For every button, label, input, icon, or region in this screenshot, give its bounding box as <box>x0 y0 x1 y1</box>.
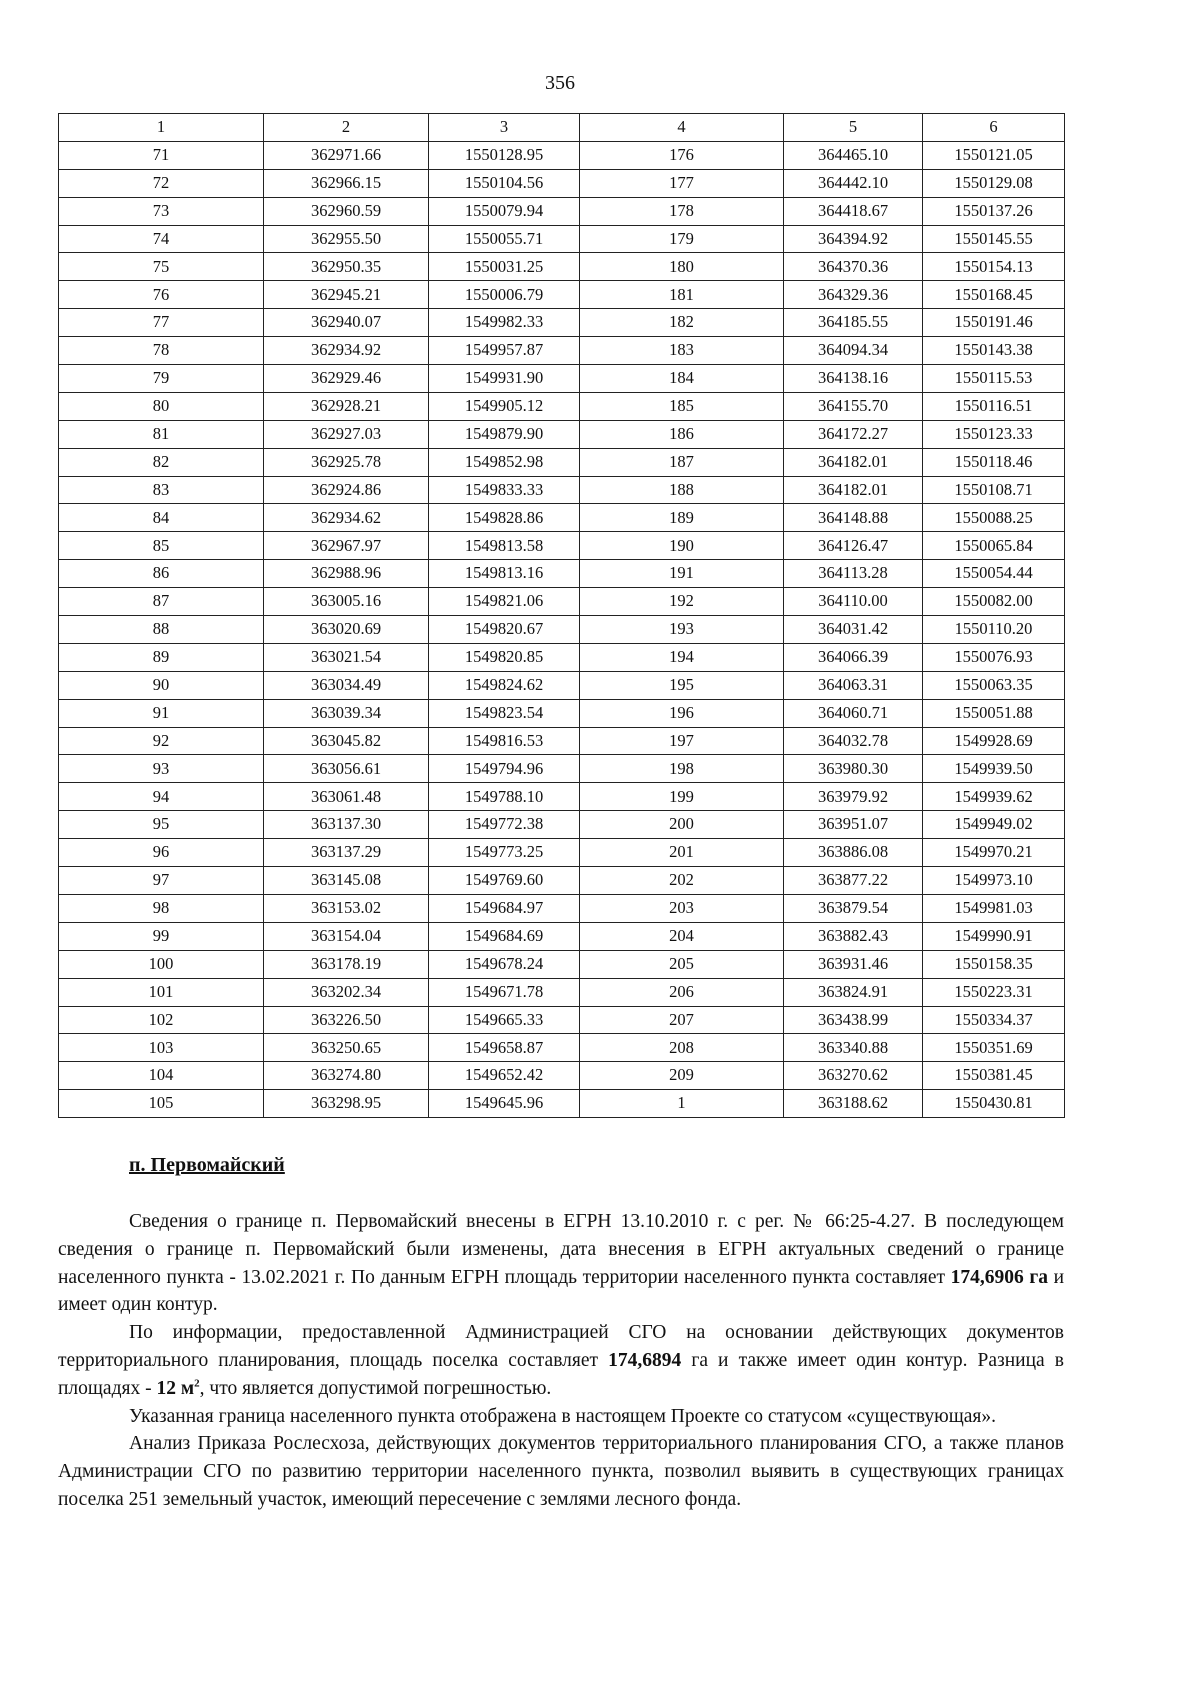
table-cell: 1549813.58 <box>429 532 580 560</box>
table-row <box>59 365 1065 393</box>
table-cell: 1550168.45 <box>923 281 1065 309</box>
table-cell: 362950.35 <box>264 253 429 281</box>
table-cell: 364148.88 <box>784 504 923 532</box>
table-cell: 363056.61 <box>264 755 429 783</box>
table-cell: 1549652.42 <box>429 1062 580 1090</box>
table-cell: 201 <box>580 839 784 867</box>
table-row <box>59 532 1065 560</box>
table-row <box>59 839 1065 867</box>
table-cell: 89 <box>59 643 264 671</box>
table-cell: 96 <box>59 839 264 867</box>
table-row <box>59 225 1065 253</box>
table-cell: 1549828.86 <box>429 504 580 532</box>
table-cell: 362928.21 <box>264 392 429 420</box>
table-row <box>59 755 1065 783</box>
table-cell: 92 <box>59 727 264 755</box>
table-cell: 80 <box>59 392 264 420</box>
table-cell: 363438.99 <box>784 1006 923 1034</box>
table-cell: 1550063.35 <box>923 671 1065 699</box>
table-cell: 206 <box>580 978 784 1006</box>
table-row <box>59 1090 1065 1118</box>
table-cell: 1550137.26 <box>923 197 1065 225</box>
table-cell: 364032.78 <box>784 727 923 755</box>
header-cell: 2 <box>264 114 429 142</box>
table-row <box>59 616 1065 644</box>
table-cell: 187 <box>580 448 784 476</box>
table-cell: 1550031.25 <box>429 253 580 281</box>
table-cell: 363137.29 <box>264 839 429 867</box>
table-cell: 185 <box>580 392 784 420</box>
paragraph-3: Указанная граница населенного пункта отображена в настоящем Проекте со статусом «существующая». <box>129 1405 997 1427</box>
table-cell: 180 <box>580 253 784 281</box>
table-row <box>59 309 1065 337</box>
table-cell: 1549665.33 <box>429 1006 580 1034</box>
table-row <box>59 169 1065 197</box>
table-cell: 1550145.55 <box>923 225 1065 253</box>
table-cell: 1550104.56 <box>429 169 580 197</box>
table-cell: 73 <box>59 197 264 225</box>
table-cell: 363226.50 <box>264 1006 429 1034</box>
table-cell: 363154.04 <box>264 922 429 950</box>
table-cell: 1549939.50 <box>923 755 1065 783</box>
table-cell: 1550006.79 <box>429 281 580 309</box>
table-cell: 72 <box>59 169 264 197</box>
table-cell: 1550116.51 <box>923 392 1065 420</box>
table-cell: 90 <box>59 671 264 699</box>
table-cell: 1549820.67 <box>429 616 580 644</box>
table-cell: 1550123.33 <box>923 420 1065 448</box>
table-cell: 363951.07 <box>784 811 923 839</box>
table-cell: 1550065.84 <box>923 532 1065 560</box>
table-cell: 1549982.33 <box>429 309 580 337</box>
table-row <box>59 643 1065 671</box>
table-cell: 1550051.88 <box>923 699 1065 727</box>
table-cell: 178 <box>580 197 784 225</box>
table-cell: 364066.39 <box>784 643 923 671</box>
table-cell: 363979.92 <box>784 783 923 811</box>
header-cell: 3 <box>429 114 580 142</box>
table-cell: 196 <box>580 699 784 727</box>
table-cell: 363250.65 <box>264 1034 429 1062</box>
table-row <box>59 811 1065 839</box>
table-cell: 1550118.46 <box>923 448 1065 476</box>
table-cell: 1550055.71 <box>429 225 580 253</box>
table-cell: 208 <box>580 1034 784 1062</box>
table-cell: 364465.10 <box>784 141 923 169</box>
table-cell: 1549769.60 <box>429 867 580 895</box>
table-cell: 1549852.98 <box>429 448 580 476</box>
table-cell: 364329.36 <box>784 281 923 309</box>
table-cell: 364113.28 <box>784 560 923 588</box>
table-cell: 364110.00 <box>784 588 923 616</box>
table-cell: 363021.54 <box>264 643 429 671</box>
table-cell: 100 <box>59 950 264 978</box>
table-cell: 1550088.25 <box>923 504 1065 532</box>
table-cell: 189 <box>580 504 784 532</box>
table-cell: 1550110.20 <box>923 616 1065 644</box>
table-cell: 362929.46 <box>264 365 429 393</box>
table-cell: 88 <box>59 616 264 644</box>
table-body <box>59 141 1065 1117</box>
table-cell: 1549658.87 <box>429 1034 580 1062</box>
table-cell: 362934.62 <box>264 504 429 532</box>
paragraph-text: По информации, предоставленной Администрацией СГО на основании действующих документов территориального планирования, площадь поселка составляет <box>58 1322 1064 1371</box>
table-row <box>59 950 1065 978</box>
table-cell: 191 <box>580 560 784 588</box>
table-cell: 199 <box>580 783 784 811</box>
table-cell: 1550054.44 <box>923 560 1065 588</box>
table-cell: 99 <box>59 922 264 950</box>
table-cell: 84 <box>59 504 264 532</box>
table-cell: 1549949.02 <box>923 811 1065 839</box>
table-row <box>59 420 1065 448</box>
table-cell: 363274.80 <box>264 1062 429 1090</box>
table-header-row <box>59 114 1065 142</box>
table-cell: 362960.59 <box>264 197 429 225</box>
table-cell: 364155.70 <box>784 392 923 420</box>
table-cell: 94 <box>59 783 264 811</box>
table-cell: 363882.43 <box>784 922 923 950</box>
table-cell: 188 <box>580 476 784 504</box>
table-cell: 1549671.78 <box>429 978 580 1006</box>
table-cell: 364060.71 <box>784 699 923 727</box>
table-cell: 1549772.38 <box>429 811 580 839</box>
paragraph-text: и имеет один контур. <box>58 1266 1065 1316</box>
table-cell: 363188.62 <box>784 1090 923 1118</box>
table-cell: 83 <box>59 476 264 504</box>
table-cell: 182 <box>580 309 784 337</box>
table-cell: 1550223.31 <box>923 978 1065 1006</box>
table-cell: 1550154.13 <box>923 253 1065 281</box>
table-cell: 103 <box>59 1034 264 1062</box>
table-cell: 71 <box>59 141 264 169</box>
table-cell: 363877.22 <box>784 867 923 895</box>
table-cell: 364182.01 <box>784 476 923 504</box>
table-cell: 1550128.95 <box>429 141 580 169</box>
table-cell: 363137.30 <box>264 811 429 839</box>
table-cell: 1550158.35 <box>923 950 1065 978</box>
table-row <box>59 588 1065 616</box>
table-cell: 363824.91 <box>784 978 923 1006</box>
table-cell: 200 <box>580 811 784 839</box>
table-row <box>59 253 1065 281</box>
table-cell: 363045.82 <box>264 727 429 755</box>
header-cell: 1 <box>59 114 264 142</box>
table-cell: 1549957.87 <box>429 337 580 365</box>
table-row <box>59 783 1065 811</box>
table-cell: 1549931.90 <box>429 365 580 393</box>
page-number: 356 <box>545 72 575 94</box>
table-cell: 1550115.53 <box>923 365 1065 393</box>
table-row <box>59 894 1065 922</box>
table-cell: 1549678.24 <box>429 950 580 978</box>
table-cell: 194 <box>580 643 784 671</box>
coordinates-table <box>58 113 1065 1118</box>
table-cell: 1550079.94 <box>429 197 580 225</box>
table-cell: 363005.16 <box>264 588 429 616</box>
table-cell: 1550381.45 <box>923 1062 1065 1090</box>
table-row <box>59 197 1065 225</box>
table-cell: 1549981.03 <box>923 894 1065 922</box>
table-cell: 195 <box>580 671 784 699</box>
table-cell: 75 <box>59 253 264 281</box>
table-cell: 363931.46 <box>784 950 923 978</box>
table-cell: 98 <box>59 894 264 922</box>
table-cell: 364094.34 <box>784 337 923 365</box>
table-row <box>59 867 1065 895</box>
table-row <box>59 1034 1065 1062</box>
table-cell: 1549820.85 <box>429 643 580 671</box>
table-row <box>59 504 1065 532</box>
table-cell: 363886.08 <box>784 839 923 867</box>
body-text <box>58 1208 1064 1514</box>
table-cell: 362934.92 <box>264 337 429 365</box>
table-cell: 1549794.96 <box>429 755 580 783</box>
table-cell: 176 <box>580 141 784 169</box>
header-cell: 4 <box>580 114 784 142</box>
table-cell: 1549973.10 <box>923 867 1065 895</box>
table-cell: 364185.55 <box>784 309 923 337</box>
table-row <box>59 392 1065 420</box>
area-difference-value: 12 м <box>156 1377 195 1399</box>
area-admin: 174,6894 <box>608 1349 682 1371</box>
table-cell: 1549939.62 <box>923 783 1065 811</box>
table-cell: 81 <box>59 420 264 448</box>
table-cell: 181 <box>580 281 784 309</box>
table-cell: 1549788.10 <box>429 783 580 811</box>
table-cell: 190 <box>580 532 784 560</box>
table-cell: 1549970.21 <box>923 839 1065 867</box>
table-row <box>59 560 1065 588</box>
table-cell: 1549928.69 <box>923 727 1065 755</box>
table-cell: 363020.69 <box>264 616 429 644</box>
table-row <box>59 281 1065 309</box>
table-cell: 364031.42 <box>784 616 923 644</box>
table-cell: 203 <box>580 894 784 922</box>
table-cell: 362924.86 <box>264 476 429 504</box>
table-cell: 362940.07 <box>264 309 429 337</box>
table-cell: 82 <box>59 448 264 476</box>
table-cell: 1549824.62 <box>429 671 580 699</box>
table-cell: 183 <box>580 337 784 365</box>
table-cell: 197 <box>580 727 784 755</box>
table-cell: 364138.16 <box>784 365 923 393</box>
table-cell: 93 <box>59 755 264 783</box>
table-cell: 362945.21 <box>264 281 429 309</box>
table-cell: 1549879.90 <box>429 420 580 448</box>
header-cell: 5 <box>784 114 923 142</box>
table-cell: 186 <box>580 420 784 448</box>
paragraph-text: га и также имеет один контур. Разница в площадях - <box>58 1349 1064 1399</box>
table-cell: 198 <box>580 755 784 783</box>
table-cell: 363153.02 <box>264 894 429 922</box>
table-cell: 204 <box>580 922 784 950</box>
table-cell: 1550082.00 <box>923 588 1065 616</box>
table-cell: 362966.15 <box>264 169 429 197</box>
table-cell: 1549823.54 <box>429 699 580 727</box>
table-cell: 363270.62 <box>784 1062 923 1090</box>
section-heading: п. Первомайский <box>129 1154 285 1176</box>
table-cell: 207 <box>580 1006 784 1034</box>
table-cell: 91 <box>59 699 264 727</box>
table-cell: 1 <box>580 1090 784 1118</box>
table-cell: 1549684.69 <box>429 922 580 950</box>
table-cell: 95 <box>59 811 264 839</box>
table-cell: 105 <box>59 1090 264 1118</box>
table-cell: 1549813.16 <box>429 560 580 588</box>
table-cell: 87 <box>59 588 264 616</box>
paragraph-text: , что является допустимой погрешностью. <box>199 1377 552 1399</box>
table-cell: 76 <box>59 281 264 309</box>
table-cell: 363034.49 <box>264 671 429 699</box>
table-cell: 364063.31 <box>784 671 923 699</box>
table-cell: 363202.34 <box>264 978 429 1006</box>
table-cell: 363980.30 <box>784 755 923 783</box>
paragraph-text: Сведения о границе п. Первомайский внесены в ЕГРН 13.10.2010 г. с рег. № 66:25-4.27. В последующем сведения о границе п. Первомайский были изменены, дата внесения в ЕГРН актуальных сведений о границе населенного пункта - 13.02.2021 г. По данным ЕГРН площадь территории населенного пункта составляет <box>58 1211 1064 1288</box>
table-cell: 1550121.05 <box>923 141 1065 169</box>
table-cell: 78 <box>59 337 264 365</box>
table-cell: 362925.78 <box>264 448 429 476</box>
table-cell: 1550351.69 <box>923 1034 1065 1062</box>
table-cell: 1549990.91 <box>923 922 1065 950</box>
table-cell: 79 <box>59 365 264 393</box>
table-cell: 1550334.37 <box>923 1006 1065 1034</box>
table-cell: 364394.92 <box>784 225 923 253</box>
table-cell: 1549773.25 <box>429 839 580 867</box>
table-cell: 104 <box>59 1062 264 1090</box>
paragraph-2 <box>58 1319 1064 1402</box>
table-cell: 179 <box>580 225 784 253</box>
table-cell: 363178.19 <box>264 950 429 978</box>
table-cell: 364370.36 <box>784 253 923 281</box>
table-row <box>59 727 1065 755</box>
table-row <box>59 476 1065 504</box>
table-cell: 363298.95 <box>264 1090 429 1118</box>
table-cell: 1549684.97 <box>429 894 580 922</box>
area-egrn: 174,6906 га <box>950 1266 1048 1288</box>
table-row <box>59 978 1065 1006</box>
superscript: 2 <box>194 1377 200 1390</box>
area-difference <box>156 1378 199 1399</box>
table-row <box>59 141 1065 169</box>
table-cell: 362927.03 <box>264 420 429 448</box>
table-row <box>59 671 1065 699</box>
table-cell: 1550108.71 <box>923 476 1065 504</box>
table-cell: 362971.66 <box>264 141 429 169</box>
table-cell: 85 <box>59 532 264 560</box>
table-cell: 101 <box>59 978 264 1006</box>
table-cell: 364172.27 <box>784 420 923 448</box>
table-row <box>59 922 1065 950</box>
table-cell: 97 <box>59 867 264 895</box>
table-cell: 74 <box>59 225 264 253</box>
table-row <box>59 1062 1065 1090</box>
table-cell: 202 <box>580 867 784 895</box>
table-cell: 192 <box>580 588 784 616</box>
table-cell: 362988.96 <box>264 560 429 588</box>
table-cell: 205 <box>580 950 784 978</box>
table-cell: 1549816.53 <box>429 727 580 755</box>
table-cell: 364182.01 <box>784 448 923 476</box>
table-cell: 1549645.96 <box>429 1090 580 1118</box>
table-cell: 177 <box>580 169 784 197</box>
table-row <box>59 448 1065 476</box>
table-cell: 364442.10 <box>784 169 923 197</box>
table-cell: 77 <box>59 309 264 337</box>
table-row <box>59 1006 1065 1034</box>
table-cell: 363145.08 <box>264 867 429 895</box>
table-cell: 362955.50 <box>264 225 429 253</box>
paragraph-4: Анализ Приказа Рослесхоза, действующих документов территориального планирования СГО, а также планов Администрации СГО по развитию территории населенного пункта, позволил выявить в существующих границах поселка 251 земельный участок, имеющий пересечение с землями лесного фонда. <box>58 1433 1064 1510</box>
paragraph-1 <box>58 1208 1064 1319</box>
table-row <box>59 337 1065 365</box>
table-cell: 362967.97 <box>264 532 429 560</box>
table-cell: 1550076.93 <box>923 643 1065 671</box>
table-cell: 363879.54 <box>784 894 923 922</box>
table-cell: 363340.88 <box>784 1034 923 1062</box>
table-cell: 1550430.81 <box>923 1090 1065 1118</box>
table-cell: 1550143.38 <box>923 337 1065 365</box>
table-row <box>59 699 1065 727</box>
table-cell: 1549833.33 <box>429 476 580 504</box>
table-cell: 364418.67 <box>784 197 923 225</box>
header-cell: 6 <box>923 114 1065 142</box>
table-cell: 1549905.12 <box>429 392 580 420</box>
table-cell: 86 <box>59 560 264 588</box>
table-cell: 184 <box>580 365 784 393</box>
table-cell: 363039.34 <box>264 699 429 727</box>
table-cell: 1550191.46 <box>923 309 1065 337</box>
table-cell: 363061.48 <box>264 783 429 811</box>
table-cell: 364126.47 <box>784 532 923 560</box>
table-cell: 209 <box>580 1062 784 1090</box>
table-cell: 193 <box>580 616 784 644</box>
table-cell: 1550129.08 <box>923 169 1065 197</box>
table-cell: 1549821.06 <box>429 588 580 616</box>
table-cell: 102 <box>59 1006 264 1034</box>
